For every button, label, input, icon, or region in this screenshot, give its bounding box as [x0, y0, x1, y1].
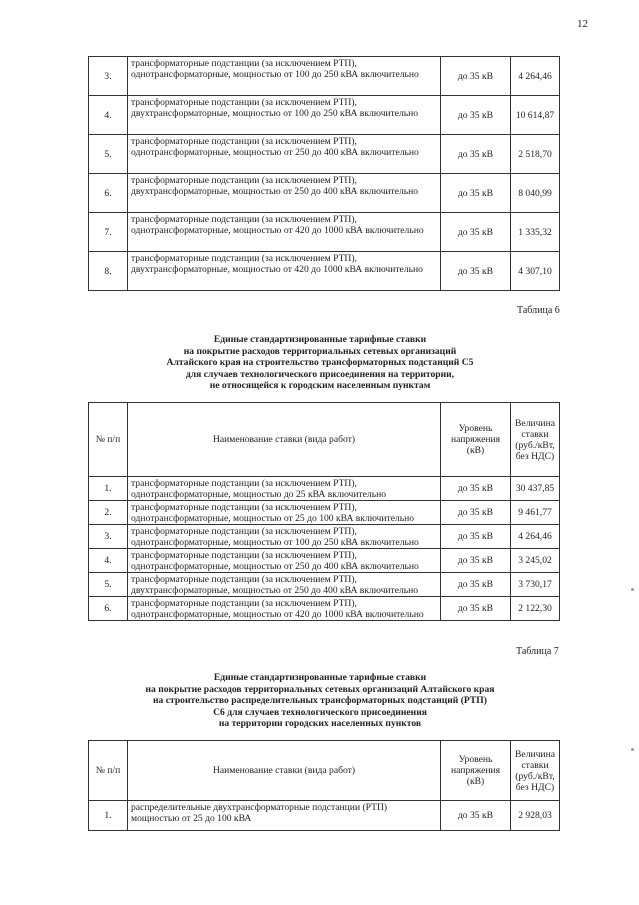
table-row [89, 174, 560, 213]
row-value: 9 461,77 [511, 501, 560, 525]
row-number: 1. [89, 801, 128, 831]
row-number: 7. [89, 213, 128, 252]
heading-line: для случаев технологического присоединения на территории, [185, 368, 455, 380]
row-value: 1 335,32 [511, 213, 560, 252]
row-number: 5. [89, 135, 128, 174]
row-value: 2 122,30 [511, 597, 560, 621]
row-name: трансформаторные подстанции (за исключением РТП), однотрансформаторные, мощностью от 420 до 1000 кВА включительно [128, 597, 441, 621]
row-value: 4 307,10 [511, 252, 560, 291]
heading-line: Единые стандартизированные тарифные ставки [213, 334, 427, 345]
row-value: 3 245,02 [511, 549, 560, 573]
table6-header-value: Величина ставки (руб./кВт, без НДС) [511, 403, 560, 477]
row-name: трансформаторные подстанции (за исключением РТП), двухтрансформаторные, мощностью от 420 до 1000 кВА включительно [128, 252, 441, 291]
row-name: трансформаторные подстанции (за исключением РТП), однотрансформаторные, мощностью от 420 до 1000 кВА включительно [128, 213, 441, 252]
row-name: распределительные двухтрансформаторные подстанции (РТП) мощностью от 25 до 100 кВА [128, 801, 441, 831]
row-number: 5. [89, 573, 128, 597]
row-voltage: до 35 кВ [441, 174, 511, 213]
table6-caption: Таблица 6 [517, 305, 560, 316]
table-row [89, 57, 560, 96]
heading-line: на строительство распределительных трансформаторных подстанций (РТП) [153, 695, 487, 706]
row-number: 6. [89, 174, 128, 213]
row-number: 1. [89, 477, 128, 501]
row-voltage: до 35 кВ [441, 801, 511, 831]
row-value: 10 614,87 [511, 96, 560, 135]
table-row [89, 135, 560, 174]
table-row [89, 597, 560, 621]
row-name: трансформаторные подстанции (за исключением РТП), двухтрансформаторные, мощностью от 100 до 250 кВА включительно [128, 96, 441, 135]
row-voltage: до 35 кВ [441, 549, 511, 573]
table-row [89, 96, 560, 135]
row-name: трансформаторные подстанции (за исключением РТП), двухтрансформаторные, мощностью от 250 до 400 кВА включительно [128, 573, 441, 597]
row-number: 4. [89, 96, 128, 135]
row-value: 4 264,46 [511, 57, 560, 96]
row-number: 3. [89, 525, 128, 549]
row-voltage: до 35 кВ [441, 57, 511, 96]
table-row [89, 213, 560, 252]
row-name: трансформаторные подстанции (за исключением РТП), однотрансформаторные, мощностью от 25 до 100 кВА включительно [128, 501, 441, 525]
row-number: 2. [89, 501, 128, 525]
row-value: 30 437,85 [511, 477, 560, 501]
row-name: трансформаторные подстанции (за исключением РТП), однотрансформаторные, мощностью от 100 до 250 кВА включительно [128, 57, 441, 96]
row-voltage: до 35 кВ [441, 525, 511, 549]
table7-header-value: Величина ставки (руб./кВт, без НДС) [511, 741, 560, 801]
row-number: 6. [89, 597, 128, 621]
row-name: трансформаторные подстанции (за исключением РТП), однотрансформаторные, мощностью от 100 до 250 кВА включительно [128, 525, 441, 549]
heading-line: Единые стандартизированные тарифные ставки [213, 672, 427, 683]
table-row [89, 477, 560, 501]
scan-dot [631, 588, 634, 591]
row-value: 4 264,46 [511, 525, 560, 549]
table7-heading [90, 672, 550, 730]
row-voltage: до 35 кВ [441, 501, 511, 525]
row-value: 2 928,03 [511, 801, 560, 831]
heading-line: на покрытие расходов территориальных сетевых организаций [183, 345, 457, 357]
row-voltage: до 35 кВ [441, 573, 511, 597]
table6-heading [90, 334, 550, 392]
row-number: 8. [89, 252, 128, 291]
row-voltage: до 35 кВ [441, 252, 511, 291]
row-voltage: до 35 кВ [441, 135, 511, 174]
row-name: трансформаторные подстанции (за исключением РТП), однотрансформаторные, мощностью от 250 до 400 кВА включительно [128, 549, 441, 573]
row-name: трансформаторные подстанции (за исключением РТП), однотрансформаторные, мощностью до 25 кВА включительно [128, 477, 441, 501]
row-voltage: до 35 кВ [441, 213, 511, 252]
table6-header-num: № п/п [89, 403, 128, 477]
table6-header-name: Наименование ставки (вида работ) [128, 403, 441, 477]
heading-line: на покрытие расходов территориальных сетевых организаций Алтайского края [145, 683, 495, 695]
table-continued [88, 56, 560, 291]
row-name: трансформаторные подстанции (за исключением РТП), двухтрансформаторные, мощностью от 250 до 400 кВА включительно [128, 174, 441, 213]
table-row [89, 252, 560, 291]
page-number: 12 [577, 18, 588, 30]
table7-caption: Таблица 7 [516, 646, 559, 657]
row-value: 3 730,17 [511, 573, 560, 597]
row-number: 3. [89, 57, 128, 96]
table7-header-voltage: Уровень напряжения (кВ) [441, 741, 511, 801]
heading-line: Алтайского края на строительство трансформаторных подстанций С5 [166, 357, 474, 368]
table-row [89, 525, 560, 549]
table-7 [88, 740, 560, 831]
row-voltage: до 35 кВ [441, 597, 511, 621]
heading-line: С6 для случаев технологического присоединения [213, 706, 427, 718]
heading-line: на территории городских населенных пунктов [218, 718, 422, 729]
row-voltage: до 35 кВ [441, 477, 511, 501]
table-row [89, 573, 560, 597]
row-name: трансформаторные подстанции (за исключением РТП), однотрансформаторные, мощностью от 250 до 400 кВА включительно [128, 135, 441, 174]
row-number: 4. [89, 549, 128, 573]
table-6 [88, 402, 560, 621]
table7-header-name: Наименование ставки (вида работ) [128, 741, 441, 801]
table-row [89, 549, 560, 573]
table-row [89, 801, 560, 831]
table6-header-voltage: Уровень напряжения (кВ) [441, 403, 511, 477]
table-row [89, 501, 560, 525]
scan-dot [631, 748, 634, 751]
table7-header-num: № п/п [89, 741, 128, 801]
row-voltage: до 35 кВ [441, 96, 511, 135]
row-value: 2 518,70 [511, 135, 560, 174]
row-value: 8 040,99 [511, 174, 560, 213]
heading-line: не относящейся к городским населенным пунктам [209, 380, 431, 391]
